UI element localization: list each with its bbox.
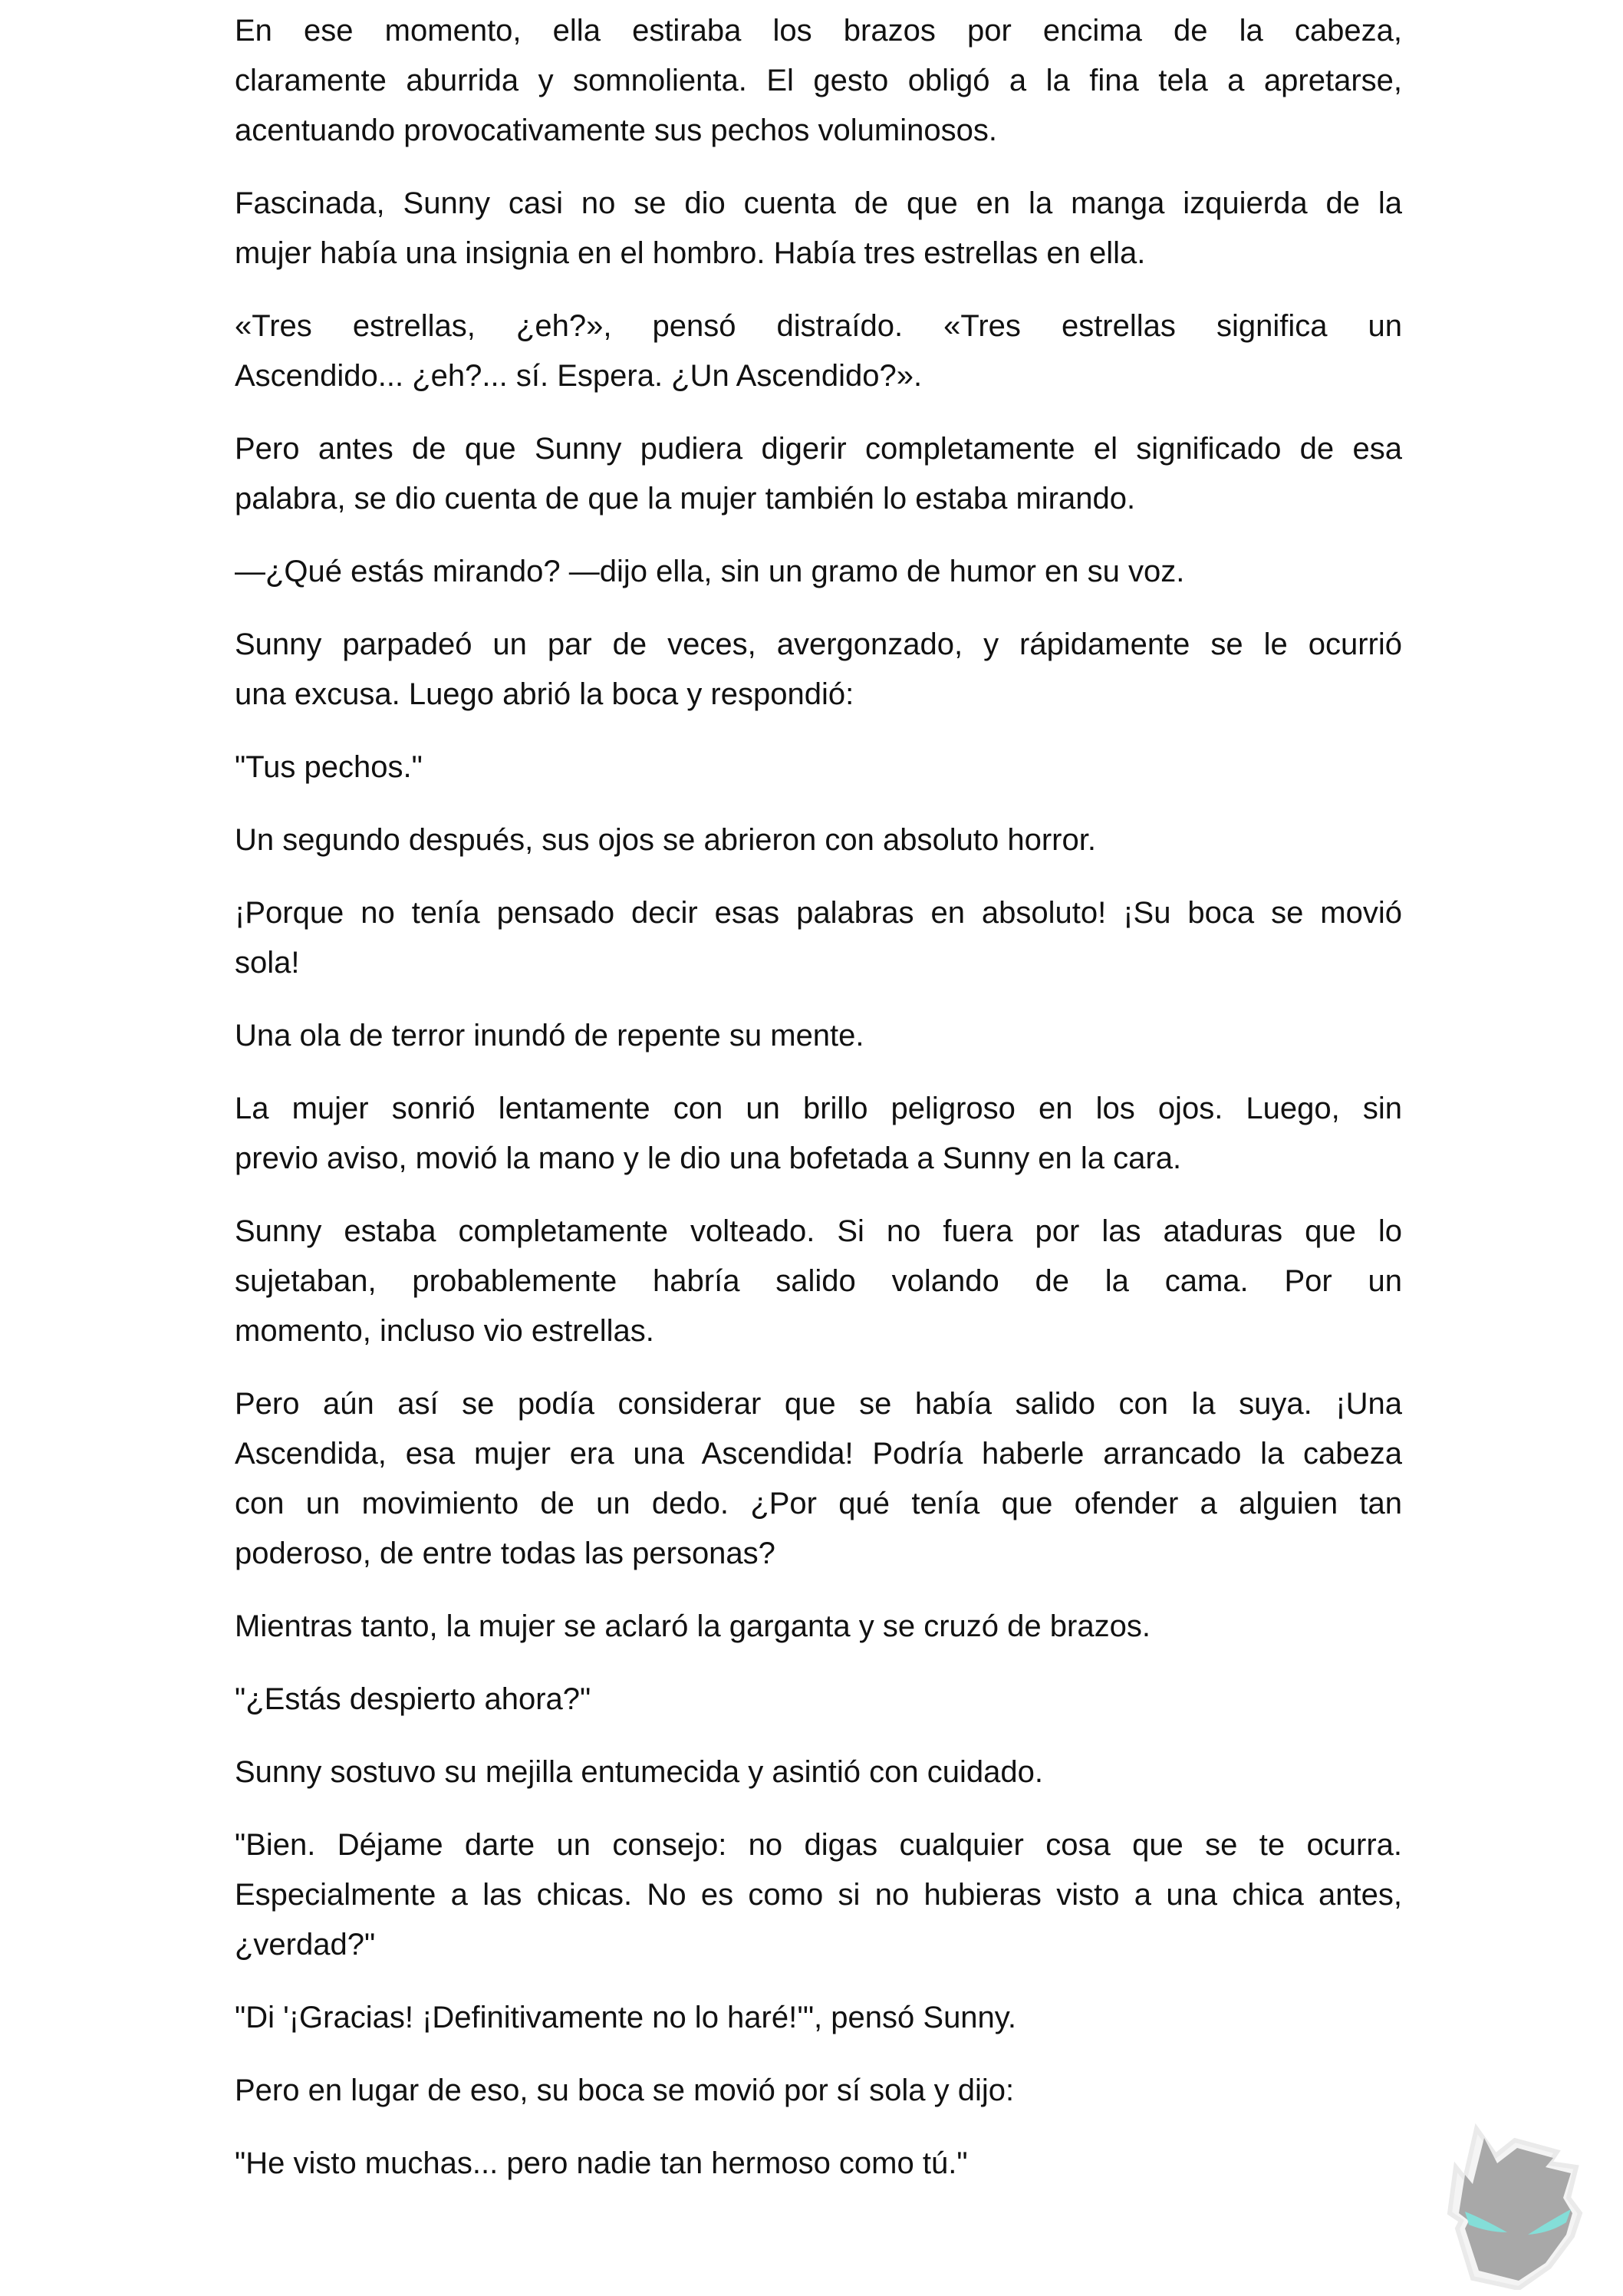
text-line: ¿verdad?" <box>235 1928 376 1962</box>
text-line: "Tus pechos." <box>235 750 423 784</box>
paragraph <box>235 1993 1402 2043</box>
text-line: previo aviso, movió la mano y le dio una bofetada a Sunny en la cara. <box>235 1141 1182 1175</box>
text-line: con un movimiento de un dedo. ¿Por qué tenía que ofender a alguien tan <box>235 1487 1402 1520</box>
text-line: Fascinada, Sunny casi no se dio cuenta de que en la manga izquierda de la <box>235 186 1402 220</box>
paragraph <box>235 2066 1402 2116</box>
paragraph <box>235 1820 1402 1970</box>
text-line: palabra, se dio cuenta de que la mujer también lo estaba mirando. <box>235 482 1136 516</box>
text-line: Una ola de terror inundó de repente su mente. <box>235 1019 864 1052</box>
text-line: Sunny parpadeó un par de veces, avergonzado, y rápidamente se le ocurrió <box>235 628 1402 661</box>
text-line: "¿Estás despierto ahora?" <box>235 1682 591 1716</box>
text-line: Especialmente a las chicas. No es como si no hubieras visto a una chica antes, <box>235 1878 1402 1912</box>
text-line: sujetaban, probablemente habría salido volando de la cama. Por un <box>235 1264 1402 1298</box>
text-line: Pero antes de que Sunny pudiera digerir completamente el significado de esa <box>235 432 1402 466</box>
paragraph <box>235 301 1402 401</box>
paragraph <box>235 1675 1402 1724</box>
text-line: Pero aún así se podía considerar que se había salido con la suya. ¡Una <box>235 1387 1402 1421</box>
paragraph <box>235 1602 1402 1652</box>
paragraph <box>235 1748 1402 1797</box>
text-line: acentuando provocativamente sus pechos voluminosos. <box>235 114 997 147</box>
paragraph <box>235 547 1402 597</box>
document-body <box>235 6 1402 2212</box>
text-line: Sunny sostuvo su mejilla entumecida y asintió con cuidado. <box>235 1755 1043 1789</box>
text-line: claramente aburrida y somnolienta. El gesto obligó a la fina tela a apretarse, <box>235 64 1402 97</box>
paragraph <box>235 424 1402 524</box>
paragraph <box>235 743 1402 792</box>
text-line: En ese momento, ella estiraba los brazos por encima de la cabeza, <box>235 14 1402 48</box>
paragraph <box>235 2139 1402 2189</box>
text-line: poderoso, de entre todas las personas? <box>235 1537 775 1570</box>
paragraph <box>235 1011 1402 1061</box>
paragraph <box>235 179 1402 278</box>
text-line: Pero en lugar de eso, su boca se movió por sí sola y dijo: <box>235 2074 1015 2107</box>
text-line: "Bien. Déjame darte un consejo: no digas cualquier cosa que se te ocurra. <box>235 1828 1402 1862</box>
text-line: La mujer sonrió lentamente con un brillo peligroso en los ojos. Luego, sin <box>235 1092 1402 1125</box>
text-line: Ascendida, esa mujer era una Ascendida! Podría haberle arrancado la cabeza <box>235 1437 1402 1471</box>
text-line: sola! <box>235 946 300 980</box>
text-line: Sunny estaba completamente volteado. Si no fuera por las ataduras que lo <box>235 1214 1402 1248</box>
paragraph <box>235 1207 1402 1356</box>
demon-head-logo-icon <box>1442 2121 1595 2290</box>
text-line: "Di '¡Gracias! ¡Definitivamente no lo haré!'", pensó Sunny. <box>235 2001 1016 2034</box>
text-line: "He visto muchas... pero nadie tan hermoso como tú." <box>235 2146 968 2180</box>
paragraph <box>235 888 1402 988</box>
paragraph <box>235 6 1402 156</box>
text-line: Ascendido... ¿eh?... sí. Espera. ¿Un Ascendido?». <box>235 359 923 393</box>
text-line: «Tres estrellas, ¿eh?», pensó distraído. «Tres estrellas significa un <box>235 309 1402 343</box>
text-line: mujer había una insignia en el hombro. Había tres estrellas en ella. <box>235 236 1146 270</box>
paragraph <box>235 1379 1402 1579</box>
text-line: Mientras tanto, la mujer se aclaró la garganta y se cruzó de brazos. <box>235 1609 1151 1643</box>
text-line: momento, incluso vio estrellas. <box>235 1314 654 1348</box>
paragraph <box>235 1084 1402 1184</box>
paragraph <box>235 815 1402 865</box>
text-line: —¿Qué estás mirando? —dijo ella, sin un gramo de humor en su voz. <box>235 555 1185 588</box>
text-line: ¡Porque no tenía pensado decir esas palabras en absoluto! ¡Su boca se movió <box>235 896 1402 930</box>
text-line: Un segundo después, sus ojos se abrieron con absoluto horror. <box>235 823 1096 857</box>
text-line: una excusa. Luego abrió la boca y respondió: <box>235 677 854 711</box>
paragraph <box>235 620 1402 720</box>
